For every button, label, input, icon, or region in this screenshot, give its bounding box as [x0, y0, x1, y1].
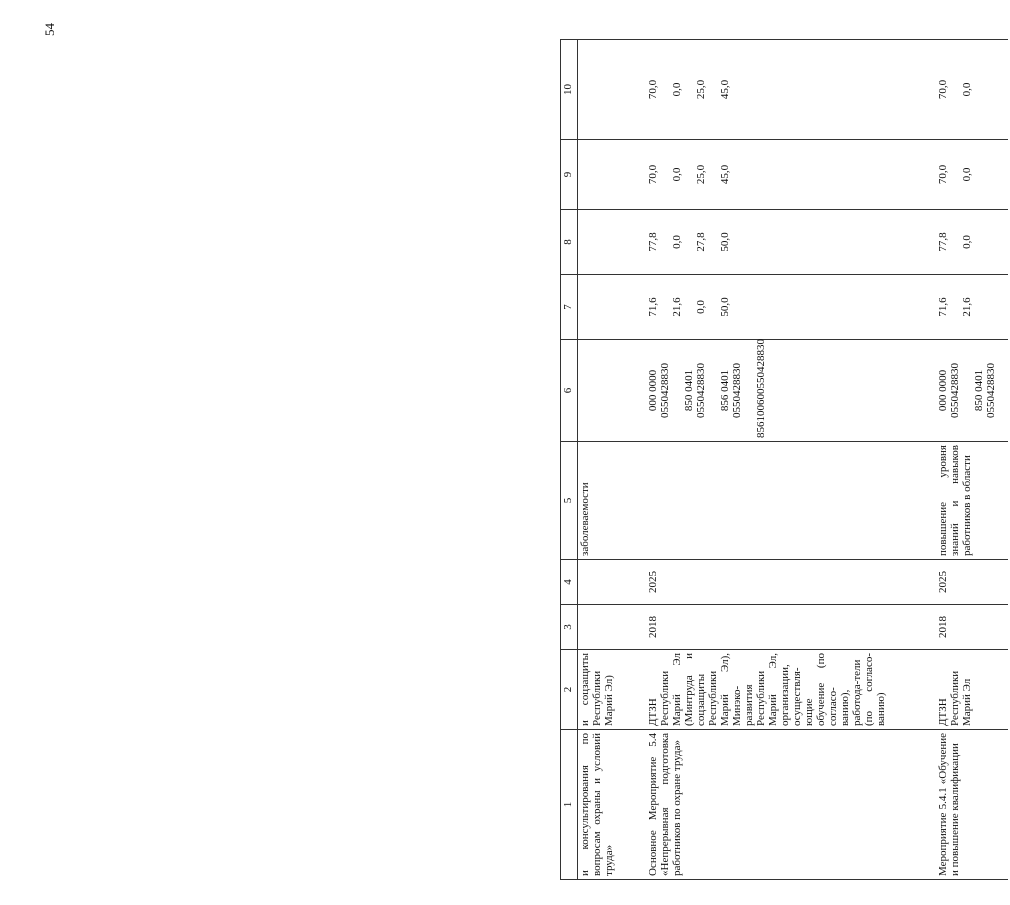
measure-name: Мероприятие 5.4.1 «Обучение и повышение квалификации	[936, 730, 1008, 880]
measure-name: Основное Мероприятие 5.4 «Непрерывная подготовка работников по охране труда»	[646, 730, 936, 880]
value-col8: 77,8 0,0	[936, 210, 1008, 275]
value-col10: 70,0 0,0 25,0 45,0	[646, 40, 936, 140]
start-year: 2018	[936, 605, 1008, 650]
measure-name: и консультирования по вопросам охраны и условий труда»	[578, 730, 646, 880]
table-row	[578, 40, 646, 880]
end-year	[578, 560, 646, 605]
end-year: 2025	[936, 560, 1008, 605]
col-header-2: 2	[561, 650, 578, 730]
value-col7: 71,6 21,6	[936, 275, 1008, 340]
col-header-4: 4	[561, 560, 578, 605]
value-col10: 70,0 0,0	[936, 40, 1008, 140]
program-table	[560, 39, 1008, 880]
table-row	[646, 40, 936, 880]
value-col8: 77,8 0,0 27,8 50,0	[646, 210, 936, 275]
col-header-3: 3	[561, 605, 578, 650]
budget-codes	[578, 340, 646, 442]
col-header-7: 7	[561, 275, 578, 340]
value-col8	[578, 210, 646, 275]
col-header-1: 1	[561, 730, 578, 880]
col-header-10: 10	[561, 40, 578, 140]
executor: ДТЗН Республики Марий Эл (Минтруда и соцзащиты Республики Марий Эл), Минэко-развития Республики Марий Эл, организации, осуществля-ющие обучение (по согласо-ванию), работода-тели (по согласо-ванию)	[646, 650, 936, 730]
value-col7	[578, 275, 646, 340]
expected-result: заболеваемости	[578, 442, 646, 560]
value-col10	[578, 40, 646, 140]
col-header-8: 8	[561, 210, 578, 275]
end-year: 2025	[646, 560, 936, 605]
start-year	[578, 605, 646, 650]
col-header-6: 6	[561, 340, 578, 442]
budget-codes: 000 0000 0550428830 850 0401 0550428830	[936, 340, 1008, 442]
value-col9: 70,0 0,0 25,0 45,0	[646, 140, 936, 210]
budget-codes: 000 0000 0550428830 850 0401 0550428830 856 0401 0550428830 856100600550428830	[646, 340, 936, 442]
header-row	[561, 40, 578, 880]
start-year: 2018	[646, 605, 936, 650]
executor: ДТЗН Республики Марий Эл	[936, 650, 1008, 730]
expected-result	[646, 442, 936, 560]
executor: и соцзащиты Республики Марий Эл)	[578, 650, 646, 730]
value-col7: 71,6 21,6 0,0 50,0	[646, 275, 936, 340]
col-header-5: 5	[561, 442, 578, 560]
rotated-table-container	[560, 40, 1010, 880]
value-col9	[578, 140, 646, 210]
col-header-9: 9	[561, 140, 578, 210]
value-col9: 70,0 0,0	[936, 140, 1008, 210]
expected-result: повышение уровня знаний и навыков работников в области	[936, 442, 1008, 560]
page-number: 54	[42, 23, 57, 36]
table-row	[936, 40, 1008, 880]
